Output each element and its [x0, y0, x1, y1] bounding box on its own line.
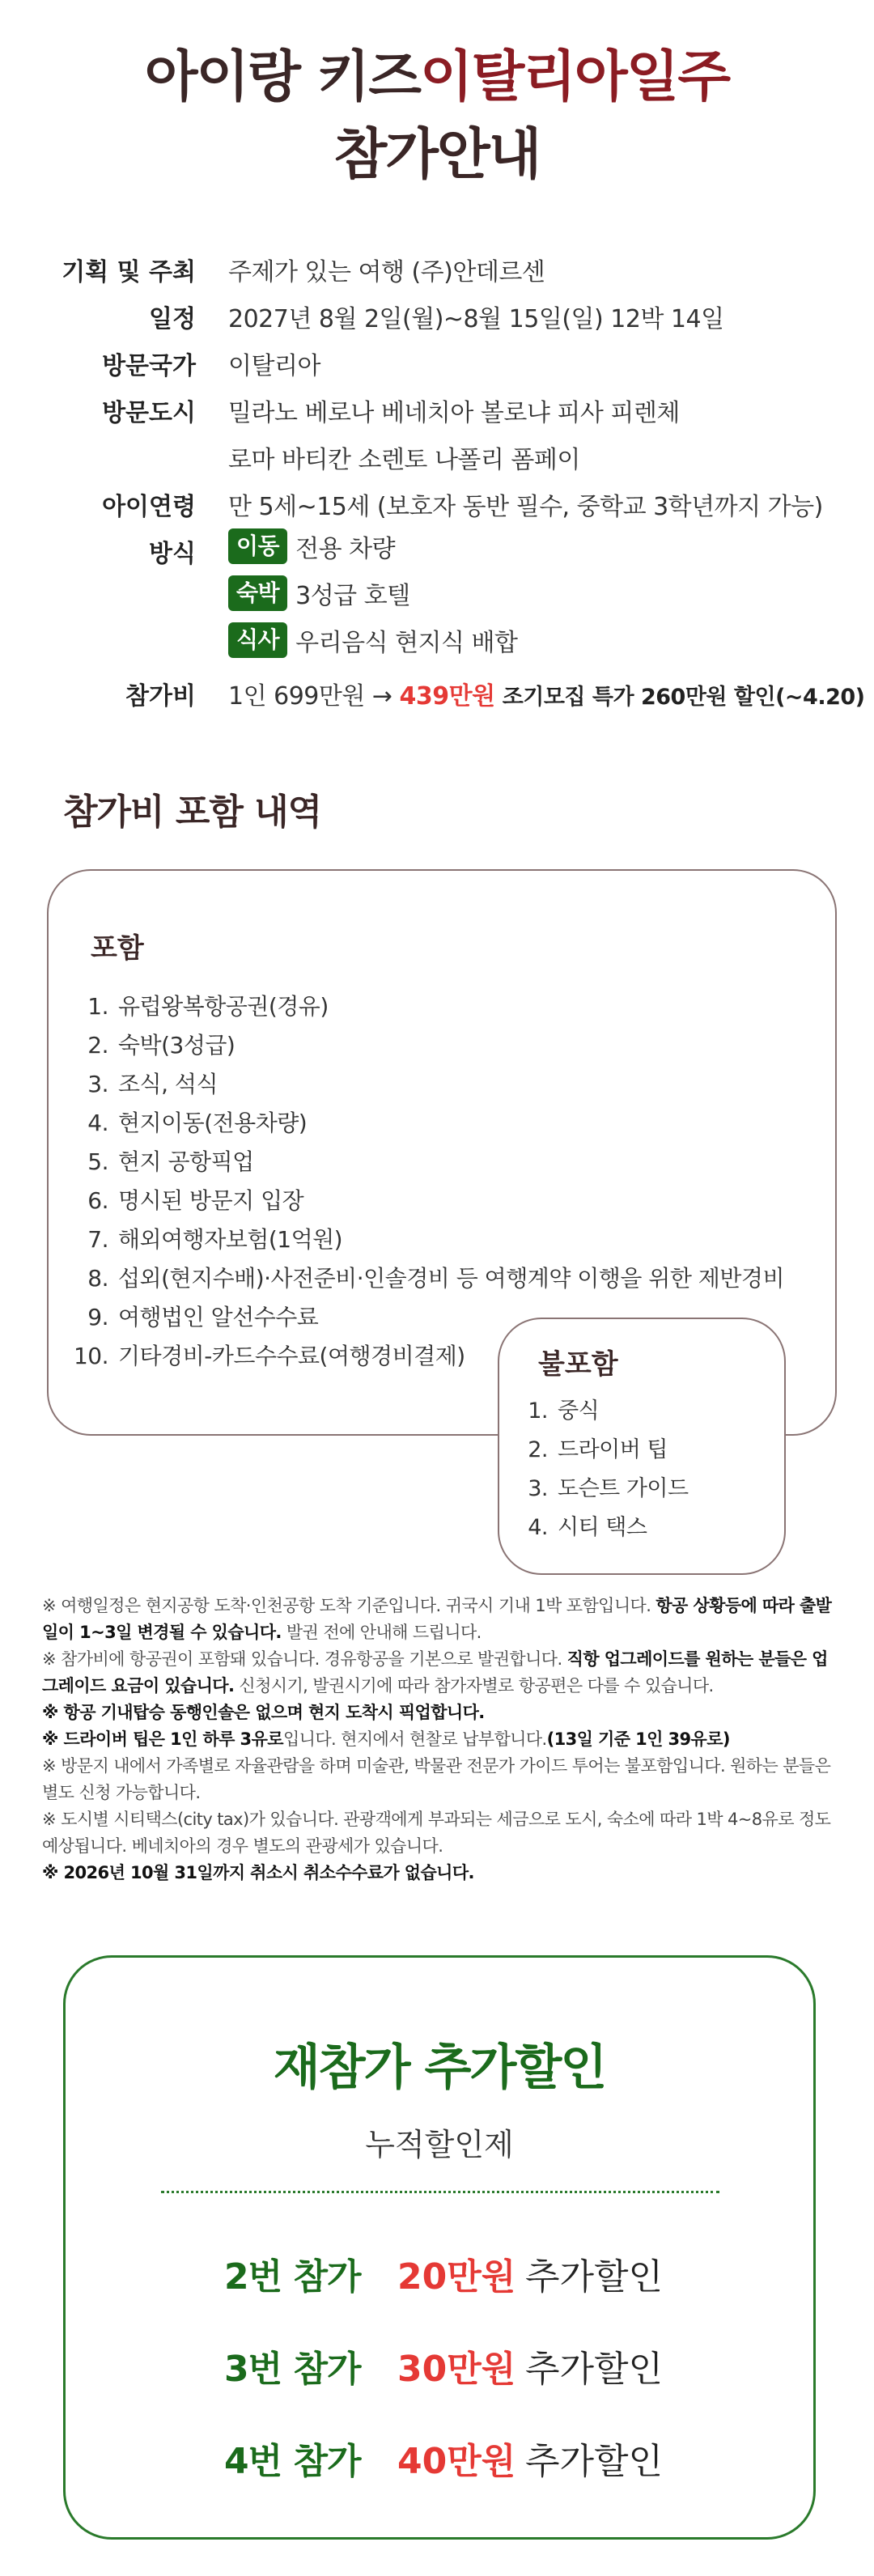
note-3 — [42, 1700, 835, 1726]
city-value-2: 로마 바티칸 소렌토 나폴리 폼페이 — [228, 446, 580, 474]
item-text: 여행법인 알선수수료 — [118, 1304, 319, 1330]
info-row-host — [0, 245, 874, 287]
info-row-age — [0, 480, 874, 522]
city-value-1: 밀라노 베로나 베네치아 볼로냐 피사 피렌체 — [228, 399, 680, 427]
item-text: 현지이동(전용차량) — [118, 1110, 308, 1136]
discount-row — [66, 2432, 813, 2489]
info-row-city-2 — [0, 433, 874, 475]
note-text: 입니다. 현지에서 현찰로 납부합니다. — [282, 1729, 547, 1749]
country-label: 방문국가 — [102, 352, 196, 380]
list-item — [515, 1470, 689, 1509]
fee-note: 조기모집 특가 260만원 할인(~4.20) — [502, 685, 865, 710]
item-number: 1. — [528, 1398, 548, 1424]
list-item — [71, 1220, 784, 1259]
note-6: ※ 도시별 시티택스(city tax)가 있습니다. 관광객에게 부과되는 세금으로 도시, 숙소에 따라 1박 4~8유로 정도 예상됩니다. 베네치아의 경우 별도의 관광세가 있습니다. — [42, 1810, 831, 1856]
item-number: 4. — [528, 1515, 548, 1540]
item-number: 3. — [528, 1476, 548, 1501]
item-number: 2. — [528, 1437, 548, 1462]
rejoin-discount-box — [63, 1955, 816, 2540]
item-text: 드라이버 팁 — [558, 1437, 668, 1462]
list-item — [71, 1065, 784, 1104]
list-item — [515, 1392, 689, 1431]
method-text: 3성급 호텔 — [295, 582, 410, 610]
item-text: 섭외(현지수배)·사전준비·인솔경비 등 여행계약 이행을 위한 제반경비 — [118, 1265, 784, 1292]
list-item — [515, 1509, 689, 1547]
item-text: 도슨트 가이드 — [558, 1476, 689, 1501]
note-bold: ※ 2026년 10월 31일까지 취소시 취소수수료가 없습니다. — [42, 1863, 474, 1882]
item-number: 5. — [87, 1148, 108, 1175]
list-item — [71, 1182, 784, 1220]
method-tag: 이동 — [228, 528, 287, 564]
discount-row — [66, 2340, 813, 2396]
discount-times: 3번 참가 — [224, 2349, 361, 2390]
method-tag: 숙박 — [228, 575, 287, 611]
item-number: 3. — [87, 1071, 108, 1097]
list-item — [71, 1143, 784, 1182]
discount-subtitle: 누적할인제 — [365, 2127, 514, 2162]
note-text: 발권 전에 안내해 드립니다. — [281, 1623, 482, 1642]
discount-times: 2번 참가 — [224, 2256, 361, 2298]
city-label: 방문도시 — [102, 399, 196, 427]
note-bold: ※ 드라이버 팁은 1인 하루 3유로 — [42, 1729, 283, 1749]
method-text: 우리음식 현지식 배합 — [295, 629, 518, 657]
discount-text: 추가할인 — [525, 2349, 664, 2390]
method-item — [228, 528, 395, 564]
note-2 — [42, 1646, 835, 1700]
method-label: 방식 — [149, 540, 196, 568]
item-number: 6. — [87, 1187, 108, 1214]
method-item — [228, 622, 518, 658]
item-text: 해외여행자보험(1억원) — [118, 1226, 343, 1253]
title-accent: 이탈리아일주 — [419, 45, 730, 109]
schedule-value: 2027년 8월 2일(월)~8월 15일(일) 12박 14일 — [228, 305, 724, 333]
discount-row — [66, 2247, 813, 2304]
item-number: 8. — [87, 1265, 108, 1292]
note-5: ※ 방문지 내에서 가족별로 자율관람을 하며 미술관, 박물관 전문가 가이드 투어는 불포함입니다. 원하는 분들은 별도 신청 가능합니다. — [42, 1756, 831, 1802]
method-tag: 식사 — [228, 622, 287, 658]
item-number: 1. — [87, 993, 108, 1020]
item-number: 10. — [73, 1343, 108, 1369]
item-text: 유럽왕복항공권(경유) — [118, 993, 329, 1020]
item-text: 기타경비-카드수수료(여행경비결제) — [118, 1343, 465, 1369]
note-bold: 항공 상황등에 따라 출발일이 1~3일 변경될 수 있습니다. — [42, 1596, 832, 1642]
item-number: 4. — [87, 1110, 108, 1136]
info-row-method-2 — [0, 574, 874, 616]
included-section-title: 참가비 포함 내역 — [63, 791, 322, 833]
title-line-1 — [0, 39, 874, 117]
item-text: 조식, 석식 — [118, 1071, 218, 1097]
note-text: ※ 참가비에 항공권이 포함돼 있습니다. 경유항공을 기본으로 발권합니다. — [42, 1649, 567, 1669]
list-item — [71, 1026, 784, 1065]
list-item — [71, 1259, 784, 1298]
notes — [42, 1593, 835, 1886]
host-value: 주제가 있는 여행 (주)안데르센 — [228, 258, 545, 286]
note-bold: 직항 업그레이드를 원하는 분들은 업그레이드 요금이 있습니다. — [42, 1649, 828, 1695]
info-row-method-3 — [0, 621, 874, 663]
item-number: 2. — [87, 1032, 108, 1059]
host-label: 기획 및 주최 — [62, 258, 196, 286]
item-text: 숙박(3성급) — [118, 1032, 235, 1059]
item-number: 9. — [87, 1304, 108, 1330]
item-text: 현지 공항픽업 — [118, 1148, 254, 1175]
note-bold: (13일 기준 1인 39유로) — [546, 1729, 730, 1749]
fee-value — [228, 676, 865, 711]
note-bold: ※ 항공 기내탑승 동행인솔은 없으며 현지 도착시 픽업합니다. — [42, 1703, 485, 1722]
info-row-schedule — [0, 292, 874, 334]
exclude-box — [498, 1318, 786, 1575]
note-text: 신청시기, 발권시기에 따라 참가자별로 항공편은 다를 수 있습니다. — [234, 1676, 714, 1695]
page-title — [0, 39, 874, 194]
discount-text: 추가할인 — [525, 2256, 664, 2298]
schedule-label: 일정 — [149, 305, 196, 333]
note-7 — [42, 1860, 835, 1886]
item-text: 명시된 방문지 입장 — [118, 1187, 304, 1214]
title-line-2: 참가안내 — [333, 123, 541, 187]
fee-label: 참가비 — [125, 682, 196, 711]
note-4 — [42, 1726, 835, 1753]
discount-amount: 30만원 — [397, 2349, 516, 2390]
age-value: 만 5세~15세 (보호자 동반 필수, 중학교 3학년까지 가능) — [228, 493, 823, 521]
age-label: 아이연령 — [102, 493, 196, 521]
fee-new: 439만원 — [399, 682, 495, 711]
note-text: ※ 여행일정은 현지공항 도착·인천공항 도착 기준입니다. 귀국시 기내 1박 포함입니다. — [42, 1596, 656, 1615]
info-row-method-1 — [0, 527, 874, 569]
dotted-divider — [161, 2191, 719, 2193]
discount-amount: 20만원 — [397, 2256, 516, 2298]
list-item — [71, 987, 784, 1026]
discount-text: 추가할인 — [525, 2441, 664, 2482]
method-item — [228, 575, 410, 611]
list-item — [515, 1431, 689, 1470]
exclude-heading: 불포함 — [538, 1348, 618, 1381]
item-text: 시티 택스 — [558, 1515, 647, 1540]
discount-times: 4번 참가 — [224, 2441, 361, 2482]
exclude-list — [515, 1392, 689, 1547]
country-value: 이탈리아 — [228, 352, 320, 380]
discount-amount: 40만원 — [397, 2441, 516, 2482]
fee-old: 1인 699만원 → — [228, 682, 392, 711]
info-row-country — [0, 339, 874, 381]
list-item — [71, 1104, 784, 1143]
method-text: 전용 차량 — [295, 535, 396, 563]
title-prefix: 아이랑 키즈 — [144, 45, 420, 109]
info-row-city — [0, 386, 874, 428]
item-number: 7. — [87, 1226, 108, 1253]
note-1 — [42, 1593, 835, 1646]
info-row-fee — [0, 669, 874, 711]
discount-title: 재참가 추가할인 — [273, 2039, 606, 2096]
include-heading: 포함 — [91, 932, 144, 965]
item-text: 중식 — [558, 1398, 600, 1424]
